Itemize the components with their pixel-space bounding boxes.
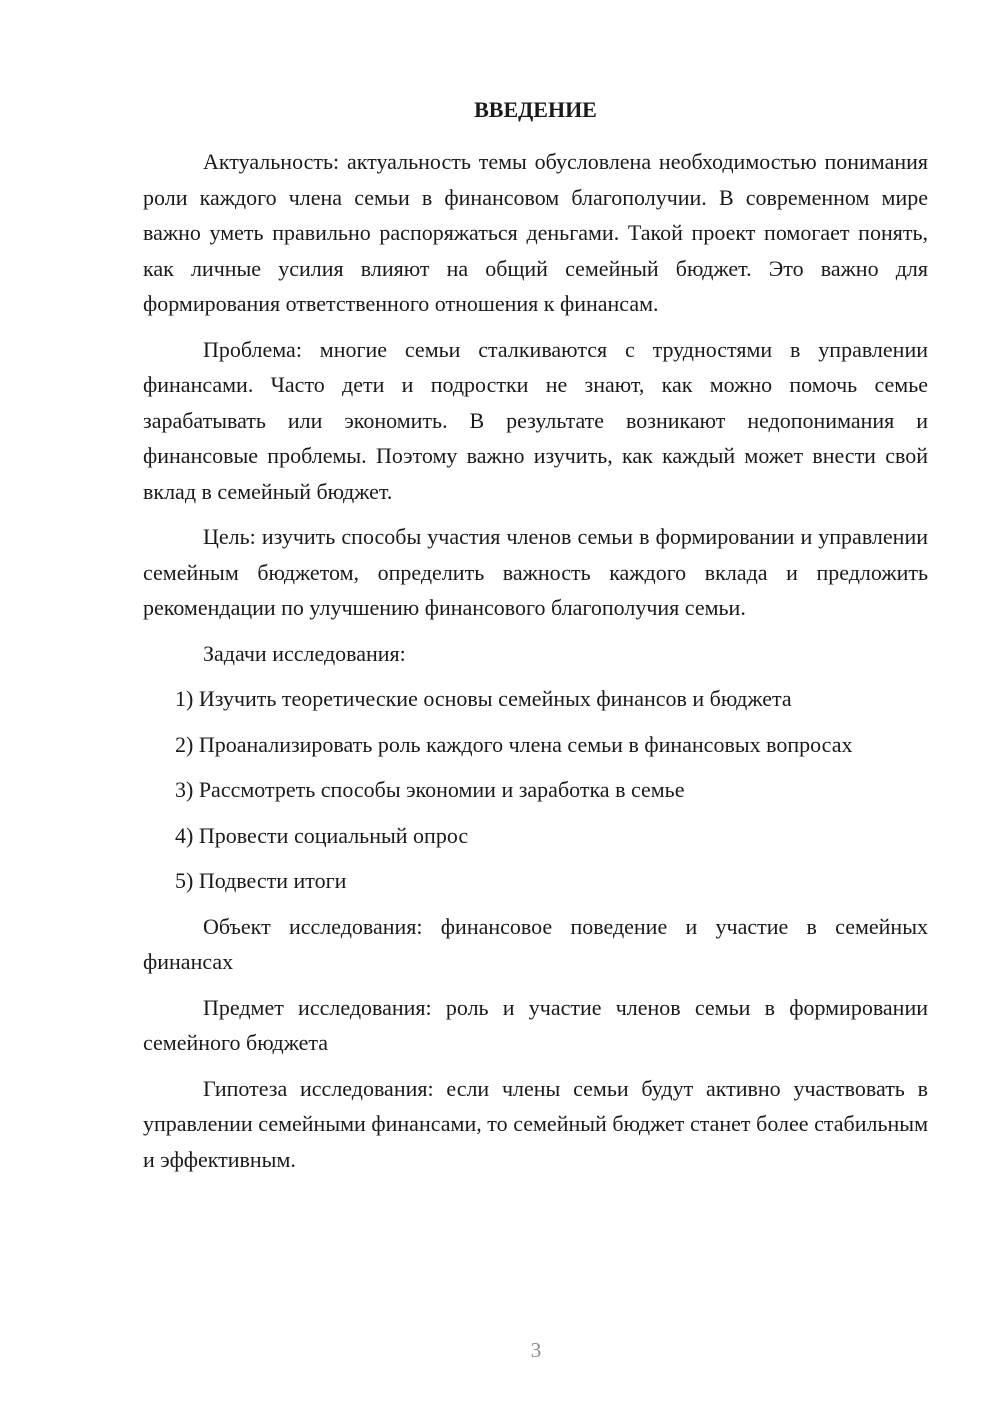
paragraph-hypothesis: Гипотеза исследования: если члены семьи будут активно участвовать в управлении семейными финансами, то семейный бюджет станет более стабильным и эффективным. (143, 1075, 928, 1172)
paragraph-problem: Проблема: многие семьи сталкиваются с трудностями в управлении финансами. Часто дети и подростки не знают, как можно помочь семье зарабатывать или экономить. В результате возникают недопонимания и финансовые проблемы. Поэтому важно изучить, как каждый может внести свой вклад в семейный бюджет. (143, 336, 928, 504)
task-item-2: 2) Проанализировать роль каждого члена семьи в финансовых вопросах (175, 731, 853, 757)
paragraph-subject: Предмет исследования: роль и участие членов семьи в формировании семейного бюджета (143, 994, 928, 1055)
tasks-heading: Задачи исследования: (203, 640, 406, 666)
page-number: 3 (530, 1338, 542, 1362)
task-item-3: 3) Рассмотреть способы экономии и заработка в семье (175, 777, 685, 802)
page-content (143, 92, 928, 1177)
task-item-4: 4) Провести социальный опрос (175, 822, 469, 848)
task-item-5: 5) Подвести итоги (175, 868, 347, 893)
paragraph-goal: Цель: изучить способы участия членов семьи в формировании и управлении семейным бюджетом, определить важность каждого вклада и предложить рекомендации по улучшению финансового благополучия семьи. (143, 524, 928, 620)
paragraph-relevance: Актуальность: актуальность темы обусловлена необходимостью понимания роли каждого члена семьи в финансовом благополучии. В современном мире важно уметь правильно распоряжаться деньгами. Такой проект помогает понять, как личные усилия влияют на общий семейный бюджет. Это важно для формирования ответственного отношения к финансам. (143, 149, 928, 316)
task-item-1: 1) Изучить теоретические основы семейных финансов и бюджета (175, 686, 792, 711)
section-title: ВВЕДЕНИЕ (474, 97, 597, 122)
paragraph-object: Объект исследования: финансовое поведение и участие в семейных финансах (143, 913, 928, 974)
